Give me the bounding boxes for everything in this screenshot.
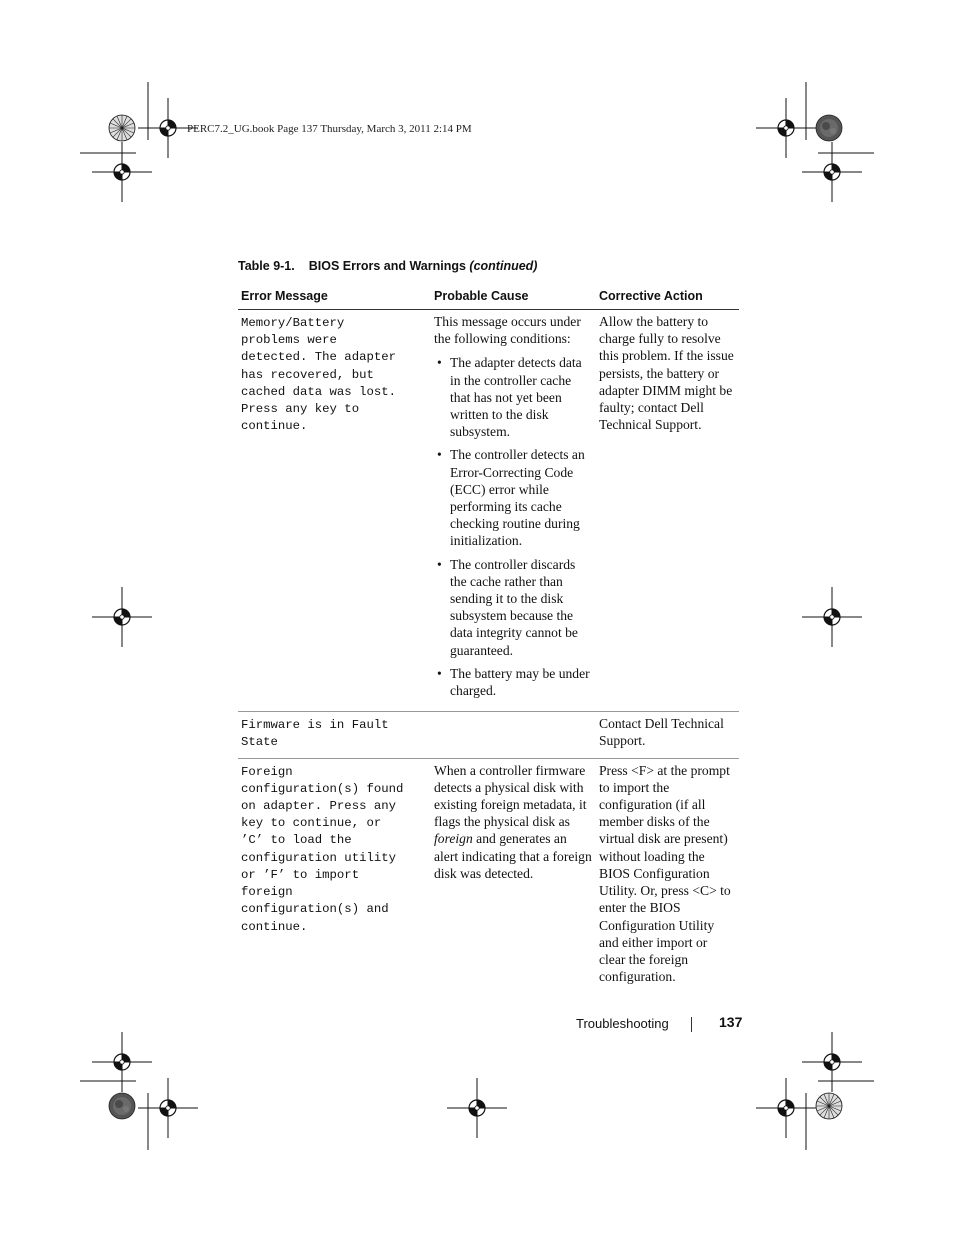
table-header-row: [238, 287, 739, 310]
table-row: [238, 758, 739, 991]
list-item: [434, 354, 593, 440]
probable-cause-cell: [431, 712, 596, 758]
table-number: Table 9-1.: [238, 259, 295, 273]
corrective-action-cell: Contact Dell Technical Support.: [596, 712, 739, 758]
book-file-header: PERC7.2_UG.book Page 137 Thursday, March 3, 2011 2:14 PM: [187, 123, 472, 135]
page-number: 137: [719, 1014, 743, 1030]
bullet-text: The adapter detects data in the controller cache that has not yet been written to the disk subsystem.: [450, 355, 582, 440]
bullet-icon: •: [437, 556, 442, 572]
bullet-icon: •: [437, 665, 442, 681]
column-header-corrective-action: Corrective Action: [596, 287, 739, 310]
cause-text-italic: foreign: [434, 831, 473, 847]
error-message-cell: Firmware is in Fault State: [238, 712, 431, 758]
corrective-action-cell: Allow the battery to charge fully to resolve this problem. If the issue persists, the battery or adapter DIMM might be faulty; contact Dell Technical Support.: [596, 310, 739, 712]
cause-text-part2: and generates an alert indicating that a foreign disk was detected.: [434, 831, 592, 881]
column-header-probable-cause: Probable Cause: [431, 287, 596, 310]
column-header-error-message: Error Message: [238, 287, 431, 310]
bullet-icon: •: [437, 355, 442, 371]
table-row: [238, 310, 739, 712]
table-title: BIOS Errors and Warnings: [308, 259, 466, 273]
list-item: [434, 665, 593, 699]
corrective-action-cell: Press <F> at the prompt to import the configuration (if all member disks of the virtual disk are present) without loading the BIOS Configuration Utility. Or, press <C> to enter the BIOS Configuration Utility and either import or clear the foreign configuration.: [599, 762, 731, 985]
bullet-icon: •: [437, 447, 442, 463]
table-caption: [238, 259, 537, 273]
bios-errors-table: [238, 287, 739, 991]
cause-bullet-list: [434, 354, 593, 699]
probable-cause-cell: [431, 310, 596, 712]
list-item: [434, 556, 593, 659]
bullet-text: The controller detects an Error-Correcting Code (ECC) error while performing its cache checking routine during initialization.: [450, 447, 585, 549]
footer-section-title: Troubleshooting: [576, 1016, 669, 1031]
probable-cause-cell: [431, 758, 596, 991]
table-continued-label: (continued): [469, 259, 538, 273]
bullet-text: The controller discards the cache rather than sending it to the disk subsystem because the data integrity cannot be guaranteed.: [450, 556, 578, 658]
table-row: [238, 712, 739, 758]
cause-text-part1: When a controller firmware detects a physical disk with existing foreign metadata, it flags the physical disk as: [434, 762, 587, 830]
list-item: [434, 446, 593, 549]
error-message-cell: Memory/Battery problems were detected. The adapter has recovered, but cached data was lost. Press any key to continue.: [238, 310, 431, 712]
error-message-cell: Foreign configuration(s) found on adapter. Press any key to continue, or ’C’ to load the configuration utility or ’F’ to import foreign configuration(s) and continue.: [241, 764, 404, 934]
footer-divider: [691, 1017, 692, 1032]
bullet-text: The battery may be under charged.: [450, 665, 590, 699]
cause-intro: This message occurs under the following conditions:: [434, 314, 581, 347]
